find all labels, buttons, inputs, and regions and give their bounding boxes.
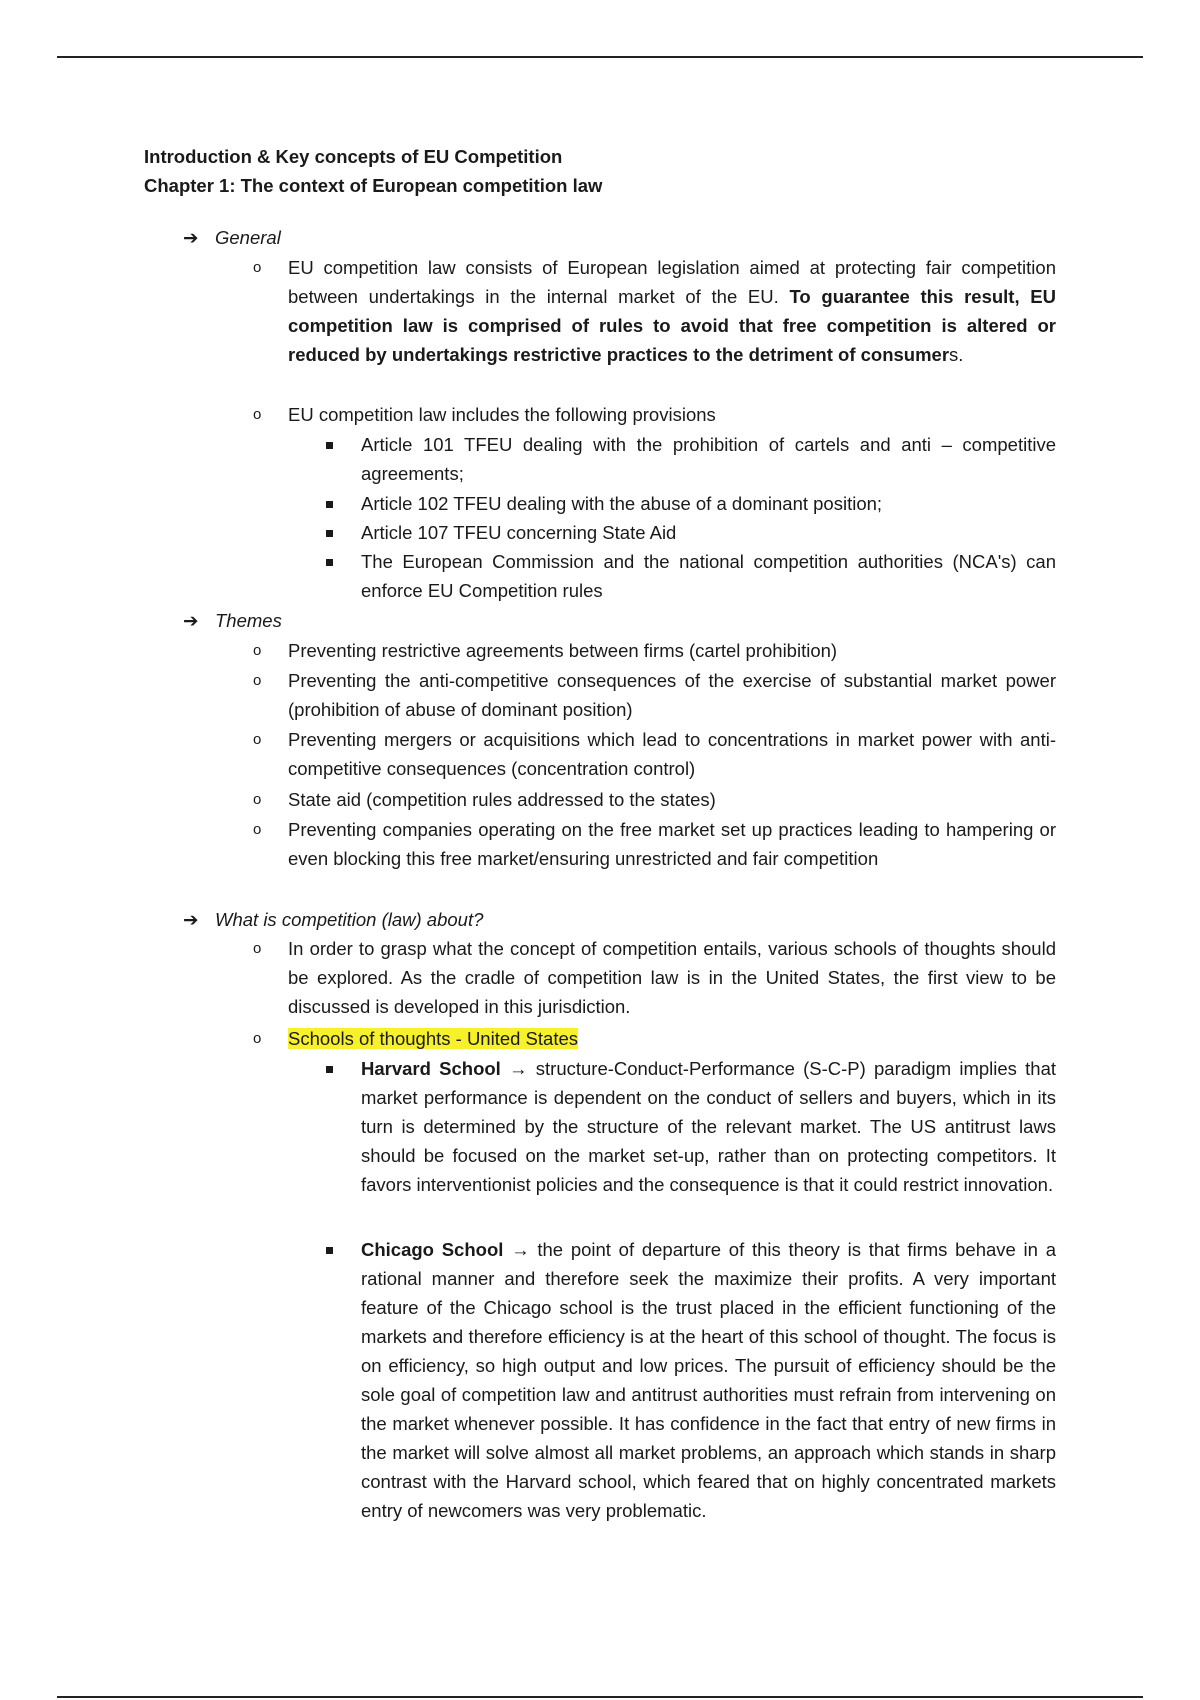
chicago-label: Chicago School xyxy=(361,1239,504,1260)
provision-item: Article 102 TFEU dealing with the abuse of a dominant position; xyxy=(361,493,883,514)
circle-bullet-icon: o xyxy=(253,642,262,659)
harvard-school-item xyxy=(361,1054,1056,1199)
harvard-label: Harvard School xyxy=(361,1058,501,1079)
p1-tail: s. xyxy=(949,344,964,365)
chicago-school-item xyxy=(361,1235,1056,1525)
circle-bullet-icon: o xyxy=(253,791,262,808)
section-heading-general xyxy=(183,223,281,252)
theme-item: Preventing companies operating on the free market set up practices leading to hampering or even blocking this free market/ensuring unrestricted and fair competition xyxy=(288,819,1056,869)
section-heading-about xyxy=(183,905,483,934)
header-rule xyxy=(57,56,1143,58)
provision-item: The European Commission and the national competition authorities (NCA's) can enforce EU Competition rules xyxy=(361,551,1056,601)
heading-label: Themes xyxy=(215,610,282,631)
circle-bullet-icon: o xyxy=(253,821,262,838)
arrow-icon: ➔ xyxy=(183,610,199,631)
harvard-text: → structure-Conduct-Performance (S-C-P) paradigm implies that market performance is dependent on the conduct of sellers and buyers, which in its turn is determined by the structure of the relevant market. The US antitrust laws should be focused on the market set-up, rather than on protecting competitors. It favors interventionist policies and the consequence is that it could restrict innovation. xyxy=(361,1058,1056,1195)
circle-bullet-icon: o xyxy=(253,259,262,276)
section-heading-themes xyxy=(183,606,282,635)
circle-bullet-icon: o xyxy=(253,1030,262,1047)
arrow-icon: ➔ xyxy=(183,227,199,248)
general-paragraph-2: EU competition law includes the following provisions xyxy=(288,404,716,425)
document-title: Introduction & Key concepts of EU Competition xyxy=(144,146,563,167)
circle-bullet-icon: o xyxy=(253,731,262,748)
chapter-title: Chapter 1: The context of European competition law xyxy=(144,175,603,196)
theme-item: State aid (competition rules addressed to the states) xyxy=(288,789,716,810)
circle-bullet-icon: o xyxy=(253,940,262,957)
about-paragraph: In order to grasp what the concept of competition entails, various schools of thoughts should be explored. As the cradle of competition law is in the United States, the first view to be discussed is developed in this jurisdiction. xyxy=(288,938,1056,1017)
square-bullet-icon xyxy=(326,559,333,566)
p1-text: EU competition law consists of European legislation aimed at protecting fair competition between undertakings in the internal market of the EU. xyxy=(288,257,1056,307)
square-bullet-icon xyxy=(326,1247,333,1254)
square-bullet-icon xyxy=(326,530,333,537)
square-bullet-icon xyxy=(326,1066,333,1073)
theme-item: Preventing mergers or acquisitions which lead to concentrations in market power with anti-competitive consequences (concentration control) xyxy=(288,729,1056,779)
heading-label: What is competition (law) about? xyxy=(215,909,484,930)
circle-bullet-icon: o xyxy=(253,406,262,423)
arrow-icon: ➔ xyxy=(183,909,199,930)
theme-item: Preventing restrictive agreements between firms (cartel prohibition) xyxy=(288,640,838,661)
general-paragraph-1 xyxy=(288,253,1056,369)
chicago-text: → the point of departure of this theory is that firms behave in a rational manner and therefore seek the maximize their profits. A very important feature of the Chicago school is the trust placed in the efficient functioning of the markets and therefore efficiency is at the heart of this school of thought. The focus is on efficiency, so high output and low prices. The pursuit of efficiency should be the sole goal of competition law and antitrust authorities must refrain from intervening on the market whenever possible. It has confidence in the fact that entry of new firms in the market will solve almost all market problems, an approach which stands in sharp contrast with the Harvard school, which feared that on highly concentrated markets entry of newcomers was very problematic. xyxy=(361,1239,1056,1521)
theme-item: Preventing the anti-competitive consequences of the exercise of substantial market power (prohibition of abuse of dominant position) xyxy=(288,670,1056,720)
heading-label: General xyxy=(215,227,281,248)
p1-bold-text: To guarantee this result, EU competition law is comprised of rules to avoid that free competition is altered or reduced by undertakings restrictive practices to the detriment of consumer xyxy=(288,286,1057,365)
highlighted-text: Schools of thoughts - United States xyxy=(288,1028,579,1049)
schools-heading xyxy=(288,1024,1056,1053)
provision-item: Article 101 TFEU dealing with the prohibition of cartels and anti – competitive agreements; xyxy=(361,434,1056,484)
footer-rule xyxy=(57,1696,1143,1698)
square-bullet-icon xyxy=(326,501,333,508)
circle-bullet-icon: o xyxy=(253,672,262,689)
provision-item: Article 107 TFEU concerning State Aid xyxy=(361,522,677,543)
square-bullet-icon xyxy=(326,442,333,449)
